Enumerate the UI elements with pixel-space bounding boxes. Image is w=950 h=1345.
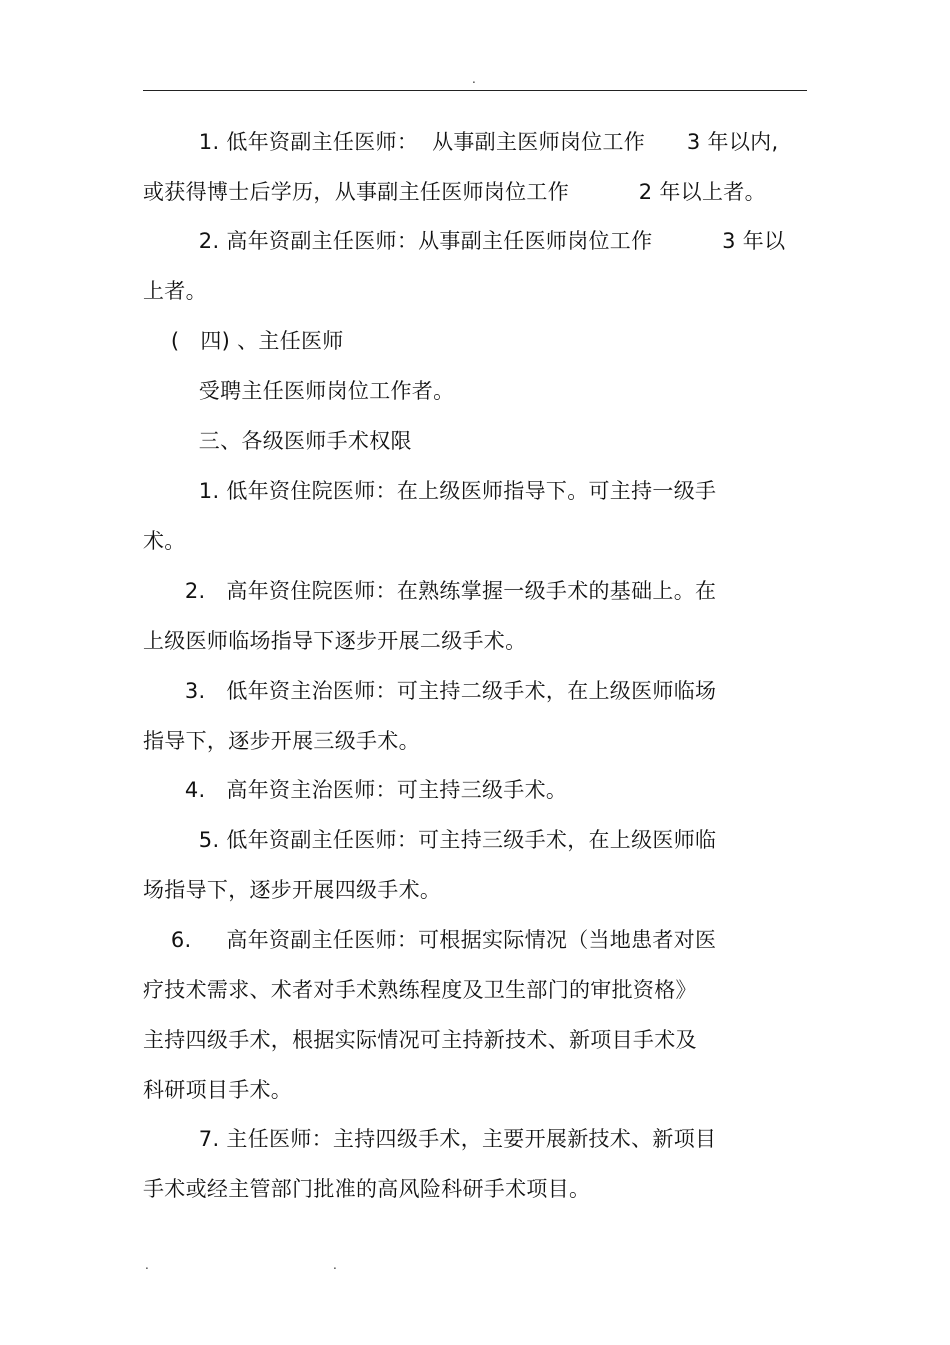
text-line: 4. 高年资主治医师：可主持三级手术。	[143, 778, 568, 802]
text-line: 1. 低年资住院医师：在上级医师指导下。可主持一级手	[143, 479, 717, 503]
header-rule	[143, 90, 807, 91]
text-line: 科研项目手术。	[143, 1078, 293, 1102]
text-line: 指导下，逐步开展三级手术。	[143, 729, 420, 753]
text-line: 手术或经主管部门批准的高风险科研手术项目。	[143, 1177, 591, 1201]
text-line: 3. 低年资主治医师：可主持二级手术，在上级医师临场	[143, 679, 717, 703]
text-line: 主持四级手术，根据实际情况可主持新技术、新项目手术及	[143, 1028, 697, 1052]
text-line: 疗技术需求、术者对手术熟练程度及卫生部门的审批资格》	[143, 978, 697, 1002]
text-line: 受聘主任医师岗位工作者。	[143, 379, 455, 403]
footer-dot-left: .	[145, 1258, 149, 1272]
text-line: 6. 高年资副主任医师：可根据实际情况（当地患者对医	[143, 928, 717, 952]
text-line: 或获得博士后学历，从事副主任医师岗位工作 2 年以上者。	[143, 180, 766, 204]
footer-dot-right: .	[333, 1258, 337, 1272]
section-heading: 三、各级医师手术权限	[143, 429, 412, 453]
text-line: 2. 高年资住院医师：在熟练掌握一级手术的基础上。在	[143, 579, 717, 603]
text-line: 场指导下，逐步开展四级手术。	[143, 878, 442, 902]
text-line: 5. 低年资副主任医师：可主持三级手术，在上级医师临	[143, 828, 717, 852]
header-dot: .	[472, 72, 476, 86]
text-line: 7. 主任医师：主持四级手术，主要开展新技术、新项目	[143, 1127, 717, 1151]
text-line: 上者。	[143, 279, 207, 303]
text-line: 上级医师临场指导下逐步开展二级手术。	[143, 629, 527, 653]
text-line: 2. 高年资副主任医师：从事副主任医师岗位工作 3 年以	[143, 229, 786, 253]
section-heading: ( 四) 、主任医师	[143, 329, 344, 353]
text-line: 术。	[143, 529, 186, 553]
text-line: 1. 低年资副主任医师： 从事副主医师岗位工作 3 年以内,	[143, 130, 779, 154]
